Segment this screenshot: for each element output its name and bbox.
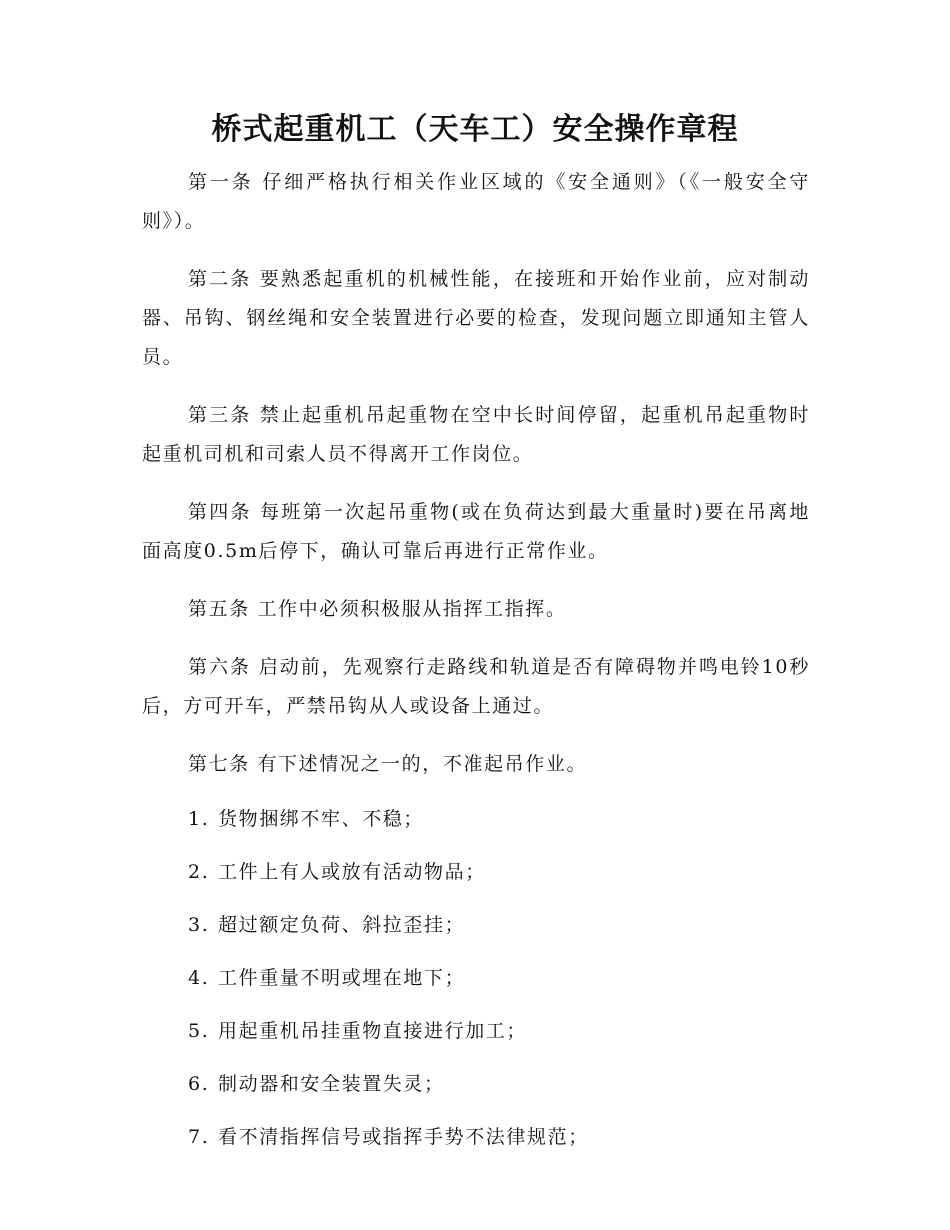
article-label: 第四条: [188, 501, 252, 523]
list-item-number: 3.: [188, 914, 210, 936]
list-item-number: 1.: [188, 808, 210, 830]
article-4: [142, 493, 810, 571]
list-item-text: 工件上有人或放有活动物品；: [218, 861, 486, 883]
list-item-text: 制动器和安全装置失灵；: [218, 1073, 445, 1095]
list-item-number: 4.: [188, 967, 210, 989]
article-text: 要熟悉起重机的机械性能，在接班和开始作业前，应对制动器、吊钩、钢丝绳和安全装置进行必要的检查，发现问题立即通知主管人员。: [142, 268, 810, 368]
article-text: 有下述情况之一的，不准起吊作业。: [257, 753, 588, 775]
list-item-3: [142, 909, 810, 942]
list-item-text: 超过额定负荷、斜拉歪挂；: [218, 914, 466, 936]
article-5: [142, 590, 810, 629]
article-2: [142, 260, 810, 377]
list-item-number: 6.: [188, 1073, 210, 1095]
article-3: [142, 396, 810, 474]
document-title: 桥式起重机工（天车工）安全操作章程: [211, 112, 739, 147]
article-text: 启动前，先观察行走路线和轨道是否有障碍物并鸣电铃10秒后，方可开车，严禁吊钩从人或设备上通过。: [142, 656, 810, 717]
list-item-5: [142, 1015, 810, 1048]
article-1: [142, 163, 810, 241]
article-text: 禁止起重机吊起重物在空中长时间停留，起重机吊起重物时起重机司机和司索人员不得离开工作岗位。: [142, 404, 810, 465]
list-item-number: 2.: [188, 861, 210, 883]
document-body: [142, 163, 810, 1174]
list-item-number: 7.: [188, 1126, 210, 1148]
article-7: [142, 745, 810, 784]
article-label: 第一条: [188, 171, 254, 193]
list-item-text: 工件重量不明或埋在地下；: [218, 967, 466, 989]
article-text: 仔细严格执行相关作业区域的《安全通则》（《一般安全守则》）。: [142, 171, 811, 232]
list-item-7: [142, 1121, 810, 1154]
article-label: 第五条: [188, 598, 250, 620]
list-item-number: 5.: [188, 1020, 210, 1042]
article-label: 第七条: [188, 753, 250, 775]
list-item-6: [142, 1068, 810, 1101]
article-6: [142, 648, 810, 726]
article-label: 第二条: [188, 268, 252, 290]
article-label: 第六条: [188, 656, 251, 678]
article-label: 第三条: [188, 404, 252, 426]
article-text: 每班第一次起吊重物(或在负荷达到最大重量时)要在吊离地面高度0.5m后停下，确认可靠后再进行正常作业。: [142, 501, 811, 562]
article-text: 工作中必须积极服从指挥工指挥。: [257, 598, 567, 620]
list-item-text: 用起重机吊挂重物直接进行加工；: [218, 1020, 528, 1042]
list-item-1: [142, 803, 810, 836]
list-item-text: 货物捆绑不牢、不稳；: [218, 808, 425, 830]
list-item-4: [142, 962, 810, 995]
list-item-text: 看不清指挥信号或指挥手势不法律规范；: [218, 1126, 589, 1148]
list-item-2: [142, 856, 810, 889]
